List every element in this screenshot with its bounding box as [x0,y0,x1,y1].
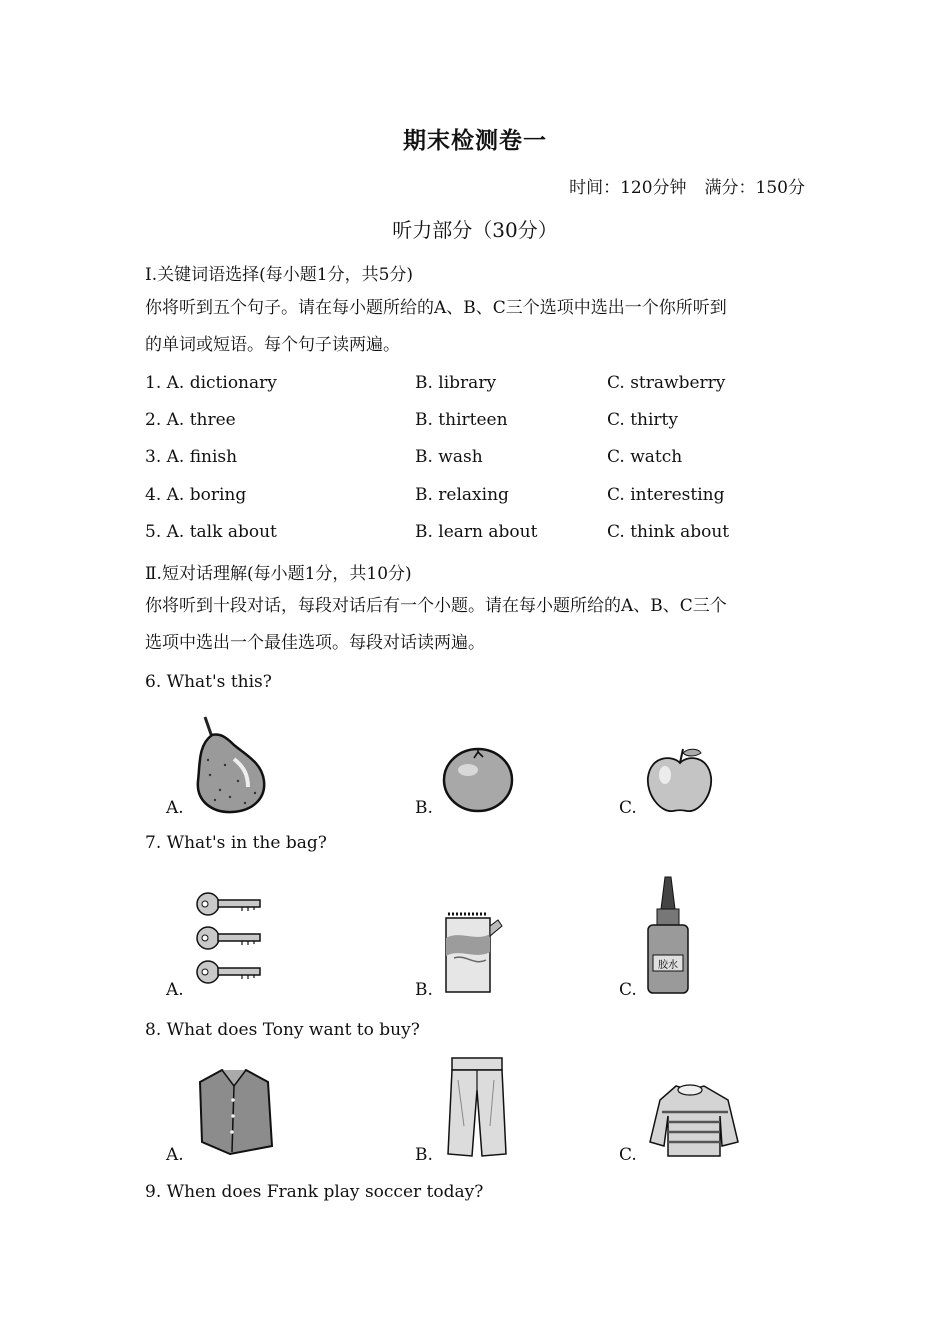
question-5-option-b: B. learn about [415,522,538,542]
question-1-option-b: B. library [415,373,497,393]
q6-label-c: C. [619,798,637,818]
question-2-option-a: 2. A. three [145,410,236,430]
question-4-option-c: C. interesting [607,485,725,505]
notebook-icon [440,908,506,994]
question-5-option-a: 5. A. talk about [145,522,277,542]
question-2-option-b: B. thirteen [415,410,508,430]
question-1-option-c: C. strawberry [607,373,726,393]
keys-icon [194,888,266,996]
question-6: 6. What's this? [145,672,272,692]
time-limit: 时间：120分钟 [569,178,687,198]
glue-label: 胶水 [658,960,678,971]
question-1-option-a: 1. A. dictionary [145,373,277,393]
orange-icon [440,744,516,812]
q8-label-a: A. [166,1145,184,1165]
part1-heading: Ⅰ.关键词语选择(每小题1分，共5分) [145,265,414,285]
part2-instructions-line: 选项中选出一个最佳选项。每段对话读两遍。 [145,633,485,653]
part1-instructions [145,290,805,364]
q6-label-b: B. [415,798,433,818]
exam-meta [551,173,805,198]
full-score: 满分：150分 [704,178,805,198]
q6-label-a: A. [166,798,184,818]
question-4-option-b: B. relaxing [415,485,509,505]
q8-label-b: B. [415,1145,433,1165]
glue-icon [645,875,691,995]
pants-icon [444,1056,510,1160]
question-8: 8. What does Tony want to buy? [145,1020,420,1040]
question-7: 7. What's in the bag? [145,833,327,853]
question-2-option-c: C. thirty [607,410,678,430]
section-title: 听力部分（30分） [392,218,558,242]
part2-heading: Ⅱ.短对话理解(每小题1分，共10分) [145,564,412,584]
page-title: 期末检测卷一 [403,127,547,154]
part2-instructions [145,588,805,662]
pear-icon [190,715,270,815]
shirt-icon [194,1064,276,1156]
question-3-option-a: 3. A. finish [145,447,238,467]
question-3-option-c: C. watch [607,447,683,467]
q8-label-c: C. [619,1145,637,1165]
part1-instructions-line: 的单词或短语。每个句子读两遍。 [145,335,400,355]
question-4-option-a: 4. A. boring [145,485,247,505]
q7-label-b: B. [415,980,433,1000]
part2-instructions-line: 你将听到十段对话，每段对话后有一个小题。请在每小题所给的A、B、C三个 [145,596,727,616]
question-9: 9. When does Frank play soccer today? [145,1182,484,1202]
question-3-option-b: B. wash [415,447,483,467]
sweater-icon [648,1082,740,1160]
question-5-option-c: C. think about [607,522,730,542]
q7-label-a: A. [166,980,184,1000]
apple-icon [643,745,717,815]
q7-label-c: C. [619,980,637,1000]
part1-instructions-line: 你将听到五个句子。请在每小题所给的A、B、C三个选项中选出一个你所听到 [145,298,727,318]
